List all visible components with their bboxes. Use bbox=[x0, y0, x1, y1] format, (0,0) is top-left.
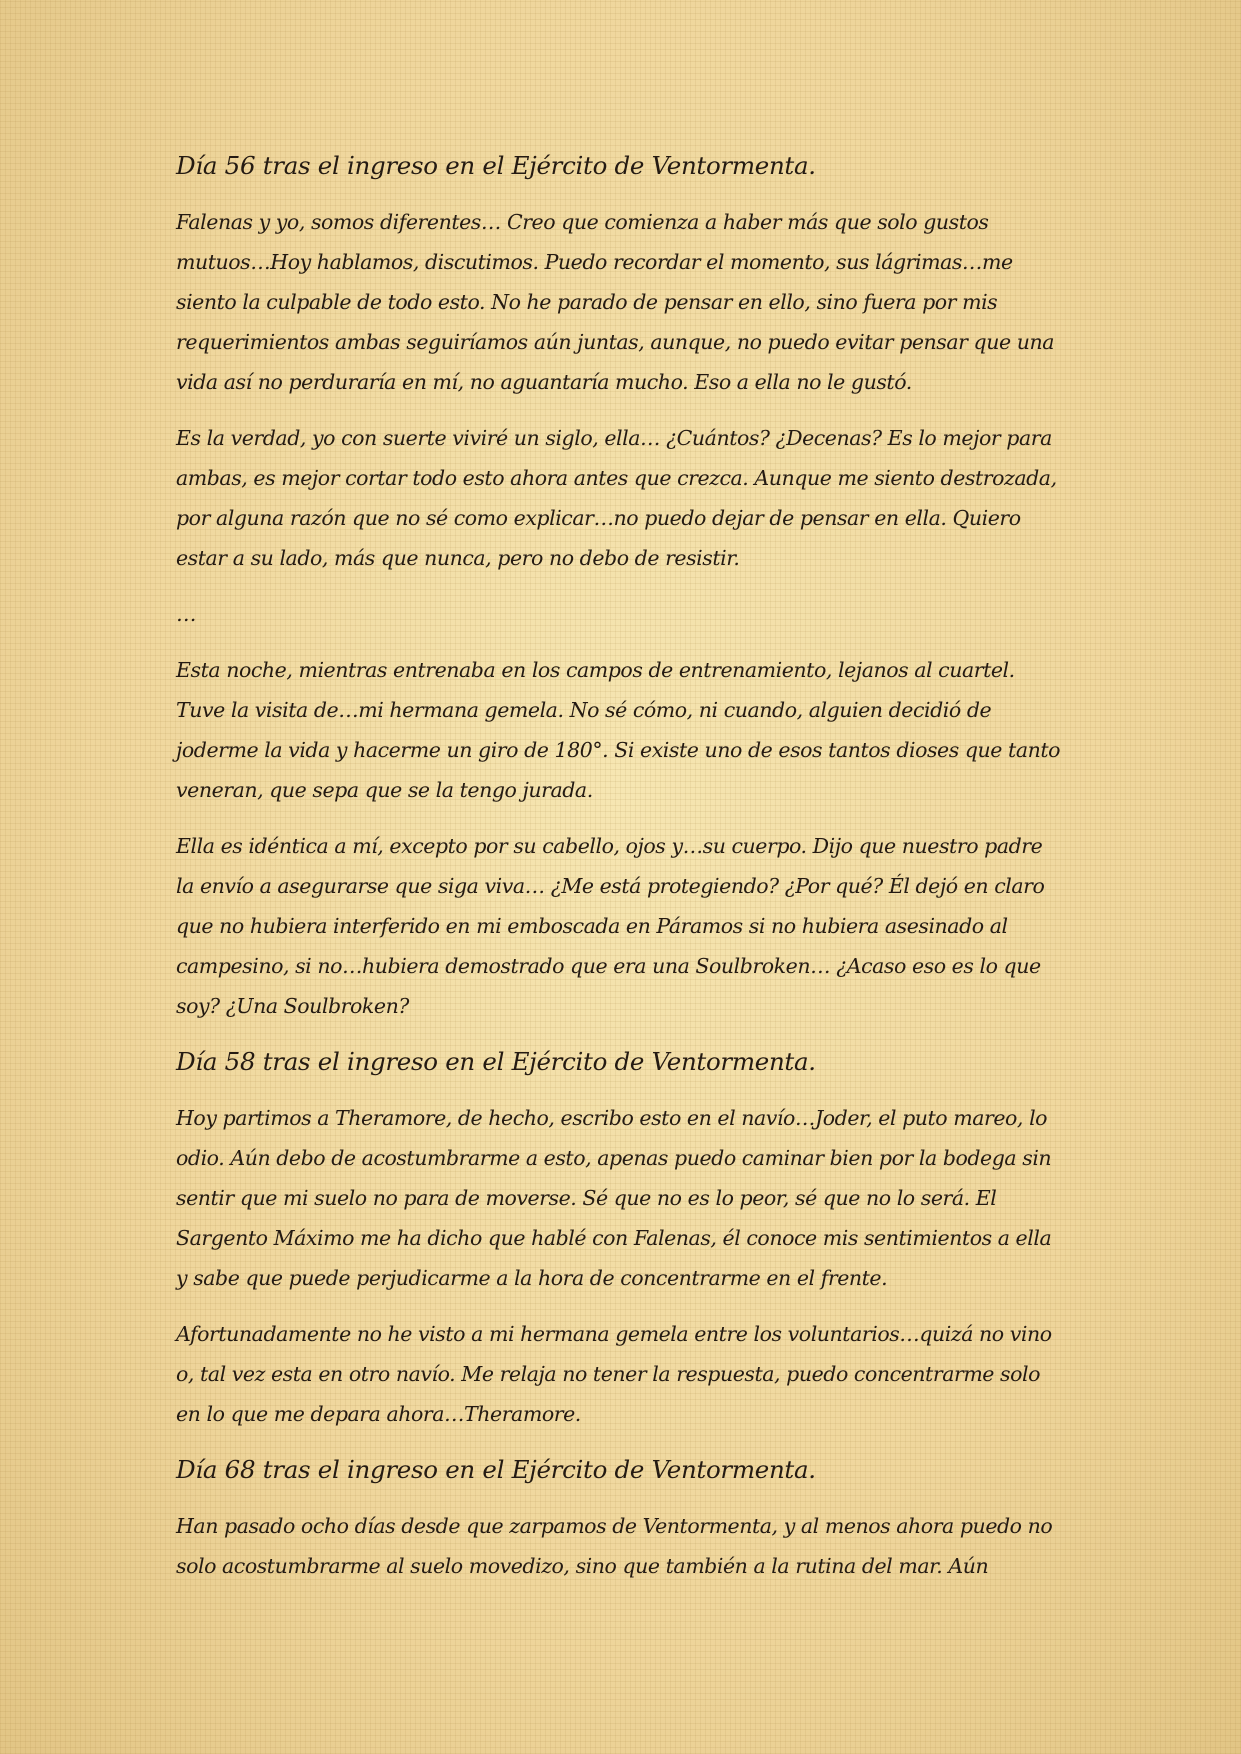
entry-paragraph: Afortunadamente no he visto a mi hermana gemela entre los voluntarios…quizá no vino o, tal vez esta en otro navío. Me relaja no tener la respuesta, puedo concentrarme solo en lo que me depara ahora…Theramore. bbox=[176, 1322, 1052, 1426]
journal-entry bbox=[176, 1450, 1064, 1586]
entry-paragraph: Esta noche, mientras entrenaba en los campos de entrenamiento, lejanos al cuartel. Tuve la visita de…mi hermana gemela. No sé cómo, ni cuando, alguien decidió de joderme la vida y hacerme un giro de 180°. Si existe uno de esos tantos dioses que tanto veneran, que sepa que se la tengo jurada. bbox=[176, 658, 1061, 802]
entry-paragraph: Han pasado ocho días desde que zarpamos de Ventormenta, y al menos ahora puedo no solo acostumbrarme al suelo movedizo, sino que también a la rutina del mar. Aún bbox=[176, 1514, 1053, 1578]
entry-heading: Día 56 tras el ingreso en el Ejército de Ventormenta. bbox=[176, 151, 816, 180]
entry-heading: Día 58 tras el ingreso en el Ejército de Ventormenta. bbox=[176, 1047, 816, 1076]
entry-heading: Día 68 tras el ingreso en el Ejército de Ventormenta. bbox=[176, 1455, 816, 1484]
entry-paragraph: Falenas y yo, somos diferentes… Creo que comienza a haber más que solo gustos mutuos…Hoy hablamos, discutimos. Puedo recordar el momento, sus lágrimas…me siento la culpable de todo esto. No he parado de pensar en ello, sino fuera por mis requerimientos ambas seguiríamos aún juntas, aunque, no puedo evitar pensar que una vida así no perduraría en mí, no aguantaría mucho. Eso a ella no le gustó. bbox=[176, 210, 1055, 394]
entry-paragraph: Es la verdad, yo con suerte viviré un siglo, ella… ¿Cuántos? ¿Decenas? Es lo mejor para ambas, es mejor cortar todo esto ahora antes que crezca. Aunque me siento destrozada, por alguna razón que no sé como explicar…no puedo dejar de pensar en ella. Quiero estar a su lado, más que nunca, pero no debo de resistir. bbox=[176, 426, 1057, 570]
journal-content bbox=[176, 146, 1064, 1602]
entry-paragraph: Ella es idéntica a mí, excepto por su cabello, ojos y…su cuerpo. Dijo que nuestro padre la envío a asegurarse que siga viva… ¿Me está protegiendo? ¿Por qué? Él dejó en claro que no hubiera interferido en mi emboscada en Páramos si no hubiera asesinado al campesino, si no…hubiera demostrado que era una Soulbroken… ¿Acaso eso es lo que soy? ¿Una Soulbroken? bbox=[176, 834, 1045, 1018]
section-separator: … bbox=[176, 602, 197, 626]
entry-paragraph: Hoy partimos a Theramore, de hecho, escribo esto en el navío…Joder, el puto mareo, lo odio. Aún debo de acostumbrarme a esto, apenas puedo caminar bien por la bodega sin sentir que mi suelo no para de moverse. Sé que no es lo peor, sé que no lo será. El Sargento Máximo me ha dicho que hablé con Falenas, él conoce mis sentimientos a ella y sabe que puede perjudicarme a la hora de concentrarme en el frente. bbox=[176, 1106, 1052, 1290]
journal-entry bbox=[176, 146, 1064, 1026]
journal-entry bbox=[176, 1042, 1064, 1434]
